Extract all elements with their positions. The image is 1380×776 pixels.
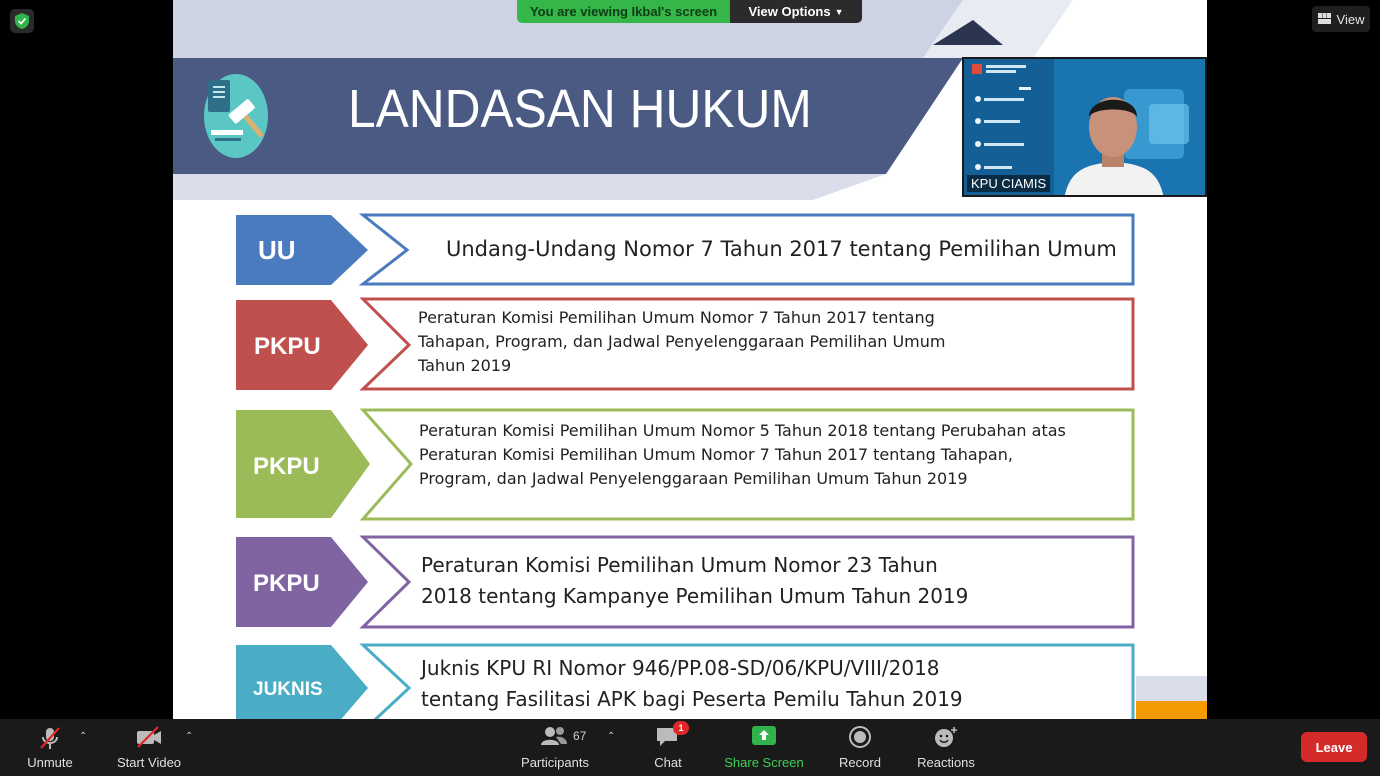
unmute-button[interactable] [22, 719, 78, 776]
law-row-uu [236, 213, 1136, 287]
participant-name-label: KPU CIAMIS [967, 175, 1050, 192]
chat-unread-badge: 1 [673, 721, 689, 735]
start-video-label: Start Video [116, 755, 182, 770]
slide-corner-decoration-orange [1136, 701, 1207, 719]
participants-count: 67 [573, 729, 587, 743]
slide-title: LANDASAN HUKUM [348, 79, 812, 139]
video-off-icon [134, 725, 164, 752]
start-video-button[interactable] [112, 719, 186, 776]
record-button[interactable] [836, 719, 884, 776]
viewing-screen-label: You are viewing Ikbal's screen [517, 0, 730, 23]
unmute-label: Unmute [27, 755, 73, 770]
reactions-button[interactable] [914, 719, 978, 776]
row-text: Peraturan Komisi Pemilihan Umum Nomor 5 Tahun 2018 tentang Perubahan atas Peraturan Komisi Pemilihan Umum Nomor 7 Tahun 2017 tentang Tahapan, Program, dan Jadwal Penyelenggaraan Pemilihan Umum Tahun 2019 [419, 421, 1066, 488]
law-row-pkpu-2 [236, 408, 1136, 522]
participants-button[interactable] [518, 719, 592, 776]
record-label: Record [839, 755, 881, 770]
participants-icon [540, 725, 568, 750]
chevron-down-icon: ▼ [834, 6, 844, 17]
row-tag: UU [258, 235, 296, 265]
row-text: Undang-Undang Nomor 7 Tahun 2017 tentang Pemilihan Umum [446, 237, 1117, 261]
row-text: Peraturan Komisi Pemilihan Umum Nomor 7 Tahun 2017 tentang Tahapan, Program, dan Jadwal Penyelenggaraan Pemilihan Umum Tahun 2019 [418, 308, 946, 375]
grid-view-icon [1318, 12, 1331, 27]
participants-label: Participants [521, 755, 589, 770]
share-screen-button[interactable] [724, 719, 804, 776]
view-options-button[interactable] [730, 0, 862, 23]
slide-corner-decoration [1136, 676, 1207, 701]
row-text: Juknis KPU RI Nomor 946/PP.08-SD/06/KPU/VIII/2018 tentang Fasilitasi APK bagi Peserta Pemilu Tahun 2019 [421, 656, 963, 711]
meeting-toolbar [0, 719, 1380, 776]
participant-video-thumbnail[interactable] [962, 57, 1207, 197]
row-tag: PKPU [254, 333, 321, 360]
participants-caret-icon[interactable]: ⌃ [607, 731, 616, 742]
view-button[interactable] [1312, 6, 1370, 32]
leave-button[interactable]: Leave [1301, 732, 1367, 762]
view-options-label: View Options [748, 4, 831, 19]
chat-label: Chat [654, 755, 682, 770]
view-button-label: View [1336, 11, 1365, 27]
screen-share-banner [517, 0, 862, 23]
reactions-label: Reactions [917, 755, 975, 770]
row-text: Peraturan Komisi Pemilihan Umum Nomor 23 Tahun 2018 tentang Kampanye Pemilihan Umum Tahun 2019 [421, 553, 969, 608]
muted-microphone-icon [37, 725, 63, 754]
row-tag: JUKNIS [253, 679, 323, 700]
row-tag: PKPU [253, 570, 320, 597]
security-shield-icon[interactable] [10, 9, 34, 33]
audio-options-caret-icon[interactable]: ⌃ [79, 731, 88, 742]
reactions-icon [933, 725, 959, 752]
row-tag: PKPU [253, 453, 320, 480]
video-options-caret-icon[interactable]: ⌃ [185, 731, 194, 742]
share-screen-icon [751, 725, 777, 750]
law-row-pkpu-1 [236, 297, 1136, 392]
law-row-pkpu-3 [236, 535, 1136, 629]
share-screen-label: Share Screen [724, 755, 804, 770]
record-icon [848, 725, 872, 752]
gavel-book-icon [203, 72, 269, 160]
law-row-juknis [236, 643, 1136, 719]
